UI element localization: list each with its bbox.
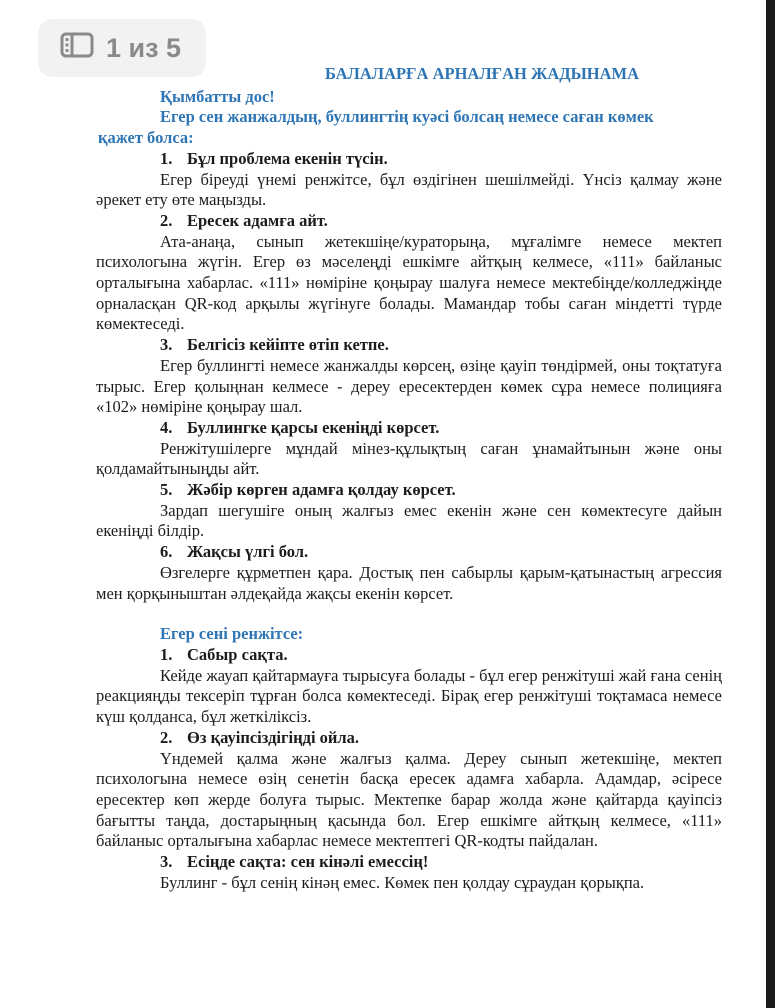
item-heading: 5. Жәбір көрген адамға қолдау көрсет. bbox=[160, 480, 456, 500]
item-heading: 2. Ересек адамға айт. bbox=[160, 210, 328, 230]
item-body: Ренжітушілерге мұндай мінез-құлықтың саған ұнамайтынын және оны қолдамайтыныңды айт. bbox=[96, 438, 722, 479]
item-heading: 2. Өз қауіпсіздігіңді ойла. bbox=[160, 727, 360, 747]
list-item bbox=[96, 542, 724, 604]
page-indicator-text: 1 из 5 bbox=[106, 32, 182, 63]
document-title: БАЛАЛАРҒА АРНАЛҒАН ЖАДЫНАМА bbox=[324, 64, 640, 83]
item-body: Егер біреуді үнемі ренжітсе, бұл өздігінен шешілмейді. Үнсіз қалмау және әрекет ету өте маңызды. bbox=[96, 169, 722, 210]
list-item bbox=[96, 480, 724, 542]
list-item bbox=[96, 335, 724, 418]
intro-line-1: Егер сен жанжалдың, буллингтің куәсі болсаң немесе саған көмек bbox=[160, 107, 654, 127]
intro-line-2: қажет болса: bbox=[98, 128, 194, 148]
list-item bbox=[96, 727, 724, 852]
list-item bbox=[96, 644, 724, 728]
item-body: Үндемей қалма және жалғыз қалма. Дереу сынып жетекшіңе, мектеп психологына немесе өзің сенетін басқа ересек адамға хабарла. Адамдар, әсіресе ересектер көп жерде болуға тырыс. Мектепке барар жолда және қайтарда қауіпсіз бағытты таңда, достарыңның қасында бол. Егер ешкімге айтқың келмесе, «111» байланыс орталығына хабарлас немесе мектептегі QR-кодты пайдалан. bbox=[96, 748, 722, 851]
greeting: Қымбатты дос! bbox=[160, 86, 275, 106]
list-item bbox=[96, 417, 724, 480]
item-heading: 6. Жақсы үлгі бол. bbox=[160, 542, 309, 562]
intro-heading bbox=[98, 107, 724, 148]
item-heading: 3. Белгісіз кейіпте өтіп кетпе. bbox=[160, 335, 389, 355]
item-body: Өзгелерге құрметпен қара. Достық пен сабырлы қарым-қатынастың агрессия мен қорқыныштан әлдеқайда жақсы екенін көрсет. bbox=[96, 562, 722, 603]
sidebar-toggle-icon bbox=[60, 32, 94, 65]
item-heading: 1. Сабыр сақта. bbox=[160, 644, 288, 664]
list-item bbox=[96, 148, 724, 211]
item-body: Буллинг - бұл сенің кінәң емес. Көмек пен қолдау сұраудан қорықпа. bbox=[160, 872, 645, 892]
section-heading: Егер сені ренжітсе: bbox=[160, 624, 304, 644]
list-item bbox=[160, 852, 724, 893]
victim-list bbox=[96, 644, 724, 893]
item-body: Ата-анаңа, сынып жетекшіңе/кураторыңа, мұғалімге немесе мектеп психологына жүгін. Егер өз мәселеңді ешкімге айтқың келмесе, «111» байланыс орталығына хабарлас. «111» нөміріне қоңырау шалуға немесе мектебіңде/колледжіңде орналасқан QR-код арқылы жүгінуге болады. Мамандар тобы саған міндетті түрде көмектеседі. bbox=[96, 231, 722, 334]
item-heading: 3. Есіңде сақта: сен кінәлі емессің! bbox=[160, 852, 429, 872]
item-body: Кейде жауап қайтармауға тырысуға болады - бұл егер ренжітуші жай ғана сенің реакцияңды тексеріп тұрған болса көмектеседі. Бірақ егер ренжітуші тоқтамаса немесе күш қолданса, бұл жеткіліксіз. bbox=[96, 665, 722, 727]
item-body: Егер буллингті немесе жанжалды көрсең, өзіңе қауіп төндірмей, оны тоқтатуға тырыс. Егер қолыңнан келмесе - дереу ересектерден көмек сұра немесе полицияға «102» нөміріне қоңырау шал. bbox=[96, 355, 722, 417]
document-content bbox=[96, 60, 724, 893]
item-heading: 4. Буллингке қарсы екеніңді көрсет. bbox=[160, 417, 440, 437]
list-item bbox=[96, 210, 724, 335]
witness-list bbox=[96, 148, 724, 604]
spacer bbox=[160, 604, 724, 624]
item-heading: 1. Бұл проблема екенін түсін. bbox=[160, 148, 388, 168]
item-body: Зардап шегушіге оның жалғыз емес екенін және сен көмектесуге дайын екеніңді білдір. bbox=[96, 500, 722, 541]
